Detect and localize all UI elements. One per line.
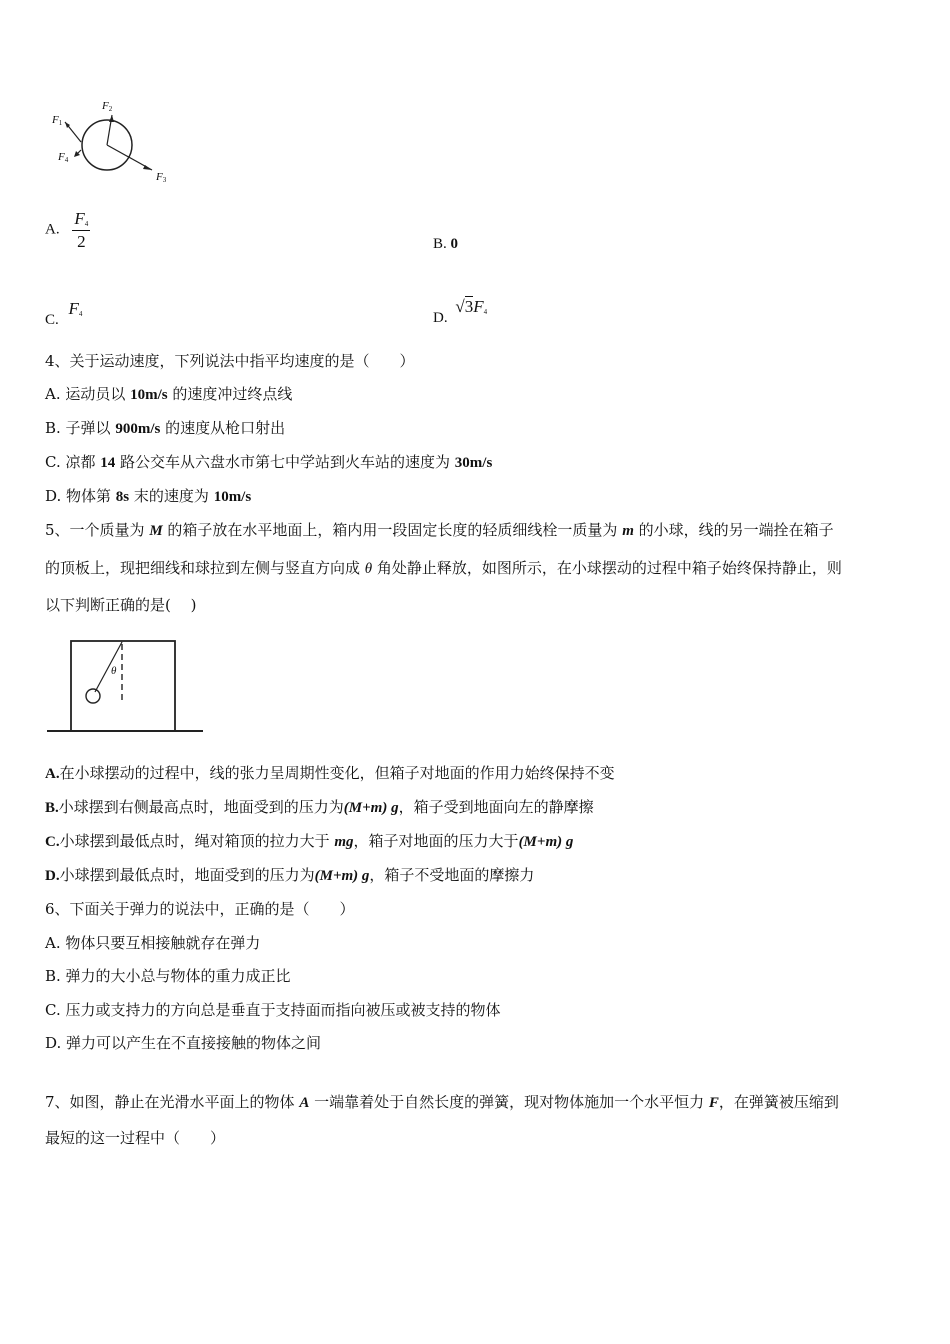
q6-option-b: B. 弹力的大小总与物体的重力成正比 xyxy=(45,967,291,985)
q6-option-d: D. 弹力可以产生在不直接接触的物体之间 xyxy=(45,1034,322,1052)
q4-stem: 4、关于运动速度，下列说法中指平均速度的是（ ） xyxy=(45,352,415,370)
q4-option-b: B. 子弹以 900m/s 的速度从枪口射出 xyxy=(45,419,286,437)
figure-theta-label: θ xyxy=(111,665,117,677)
q4-option-d: D. 物体第 8s 末的速度为 10m/s xyxy=(45,487,252,505)
q5-option-d: D.小球摆到最低点时，地面受到的压力为(M+m) g，箱子不受地面的摩擦力 xyxy=(45,866,535,884)
q5-option-c: C.小球摆到最低点时，绳对箱顶的拉力大于 mg，箱子对地面的压力大于(M+m) g xyxy=(45,832,574,850)
q4-option-a: A. 运动员以 10m/s 的速度冲过终点线 xyxy=(45,385,293,403)
q6-stem: 6、下面关于弹力的说法中，正确的是（ ） xyxy=(45,900,355,918)
label-f1: $F_1$ xyxy=(52,114,63,127)
pendulum-ball xyxy=(86,689,100,703)
q5-option-a: A.在小球摆动的过程中，线的张力呈周期性变化，但箱子对地面的作用力始终保持不变 xyxy=(45,764,615,782)
q3-option-a xyxy=(45,210,90,250)
q5-stem-line1: 5、一个质量为 M 的箱子放在水平地面上，箱内用一段固定长度的轻质细线栓一质量为 m 的小球，线的另一端拴在箱子 xyxy=(45,521,834,539)
q3-option-d: D. $√3F_4$ xyxy=(433,297,488,326)
q6-option-c: C. 压力或支持力的方向总是垂直于支持面而指向被压或被支持的物体 xyxy=(45,1001,501,1019)
q3-option-c: C. $F_4$ xyxy=(45,299,83,328)
label-f2: $F_2$ xyxy=(102,100,113,113)
pendulum-box-diagram xyxy=(45,638,205,736)
q6-option-a: A. 物体只要互相接触就存在弹力 xyxy=(45,934,261,952)
box-outline xyxy=(71,641,175,731)
q4-option-c: C. 凉都 14 路公交车从六盘水市第七中学站到火车站的速度为 30m/s xyxy=(45,453,493,471)
q7-stem-line2: 最短的这一过程中（ ） xyxy=(45,1129,226,1147)
label-f4: $F_4$ xyxy=(58,151,69,164)
q5-stem-line3: 以下判断正确的是( ) xyxy=(45,596,197,614)
q5-option-b: B.小球摆到右侧最高点时，地面受到的压力为(M+m) g，箱子受到地面向左的静摩擦 xyxy=(45,798,594,816)
label-f3: $F_3$ xyxy=(156,171,167,184)
fraction-f4-over-2: $\frac{F_4}{2}$ xyxy=(74,209,89,251)
pendulum-string xyxy=(95,642,122,692)
q5-stem-line2: 的顶板上，现把细线和球拉到左侧与竖直方向成 θ 角处静止释放，如图所示，在小球摆动的过程中箱子始终保持静止，则 xyxy=(45,559,842,577)
q7-stem-line1: 7、如图，静止在光滑水平面上的物体 A 一端靠着处于自然长度的弹簧，现对物体施加一个水平恒力 F，在弹簧被压缩到 xyxy=(45,1093,839,1111)
q3-option-b: B. 0 xyxy=(433,236,459,252)
option-letter: A. xyxy=(45,221,60,238)
